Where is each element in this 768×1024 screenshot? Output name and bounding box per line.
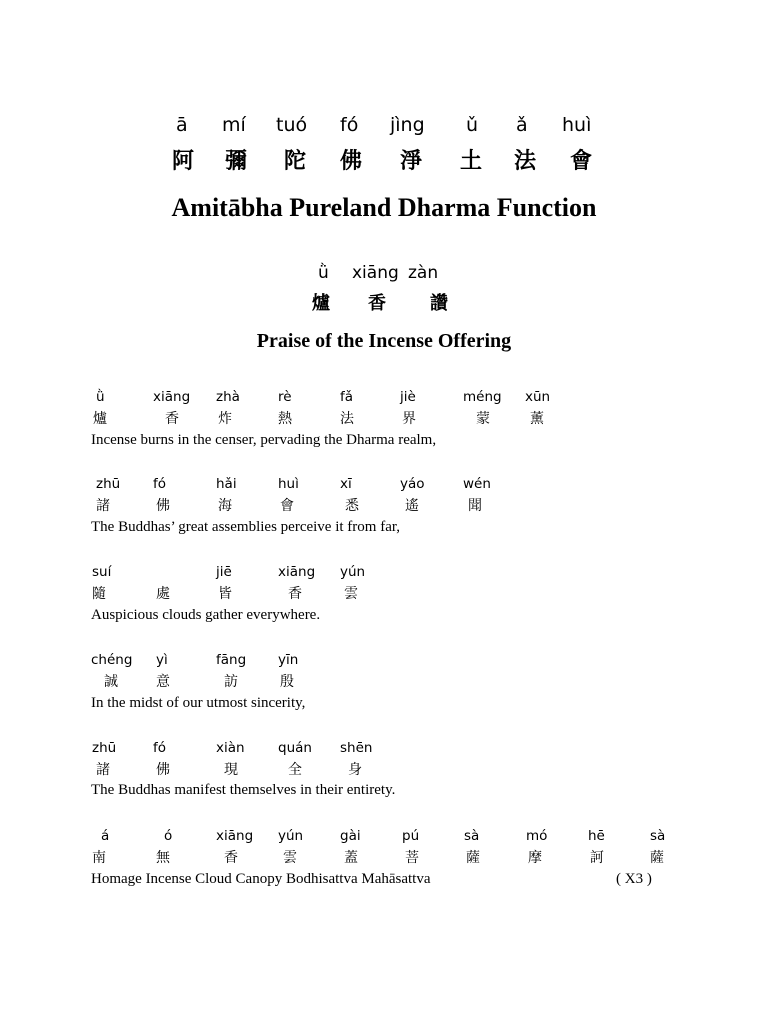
hanzi-char: 香 [288,586,302,602]
hanzi-char: 南 [92,850,106,866]
pinyin-syllable: jiē [216,564,232,580]
hanzi-char: 誠 [104,674,118,690]
hanzi-char: 隨 [92,586,106,602]
pinyin-syllable: ó [164,828,173,844]
section-title: Praise of the Incense Offering [256,330,512,352]
hanzi-char: 佛 [156,762,170,778]
hanzi-char: 佛 [340,148,363,174]
pinyin-syllable: chéng [91,652,133,668]
hanzi-char: 香 [165,411,179,427]
hanzi-char: 摩 [528,850,542,866]
hanzi-char: 淨 [400,148,423,174]
pinyin-syllable: sà [650,828,666,844]
pinyin-syllable: yáo [400,476,425,492]
hanzi-char: 法 [340,411,354,427]
hanzi-char: 薩 [466,850,480,866]
pinyin-syllable: mí [222,114,246,136]
hanzi-char: 皆 [218,586,232,602]
hanzi-char: 讚 [430,293,448,314]
pinyin-syllable: fǎ [340,389,354,405]
pinyin-syllable: zàn [408,263,439,283]
pinyin-syllable: suí [92,564,112,580]
hanzi-char: 身 [348,762,362,778]
pinyin-syllable: hǎi [216,476,237,492]
hanzi-char: 薰 [530,411,544,427]
hanzi-char: 全 [288,762,302,778]
pinyin-syllable: zhū [96,476,121,492]
hanzi-char: 遙 [405,498,419,514]
pinyin-syllable: jiè [400,389,416,405]
hanzi-char: 薩 [650,850,664,866]
hanzi-char: 香 [224,850,238,866]
pinyin-syllable: zhū [92,740,117,756]
pinyin-syllable: xūn [525,389,551,405]
hanzi-char: 會 [570,148,593,174]
pinyin-syllable: xiàn [216,740,245,756]
pinyin-syllable: ǎ [516,114,528,136]
hanzi-char: 雲 [283,850,297,866]
pinyin-syllable: jìng [390,114,425,136]
hanzi-char: 炸 [218,411,232,427]
pinyin-syllable: yīn [278,652,299,668]
pinyin-syllable: ǜ [318,263,329,283]
hanzi-char: 諸 [96,498,110,514]
pinyin-syllable: xiāng [216,828,254,844]
pinyin-syllable: fó [340,114,359,136]
pinyin-syllable: yún [340,564,366,580]
pinyin-syllable: xiāng [278,564,316,580]
hanzi-char: 現 [224,762,238,778]
pinyin-syllable: fó [153,476,167,492]
hanzi-char: 阿 [172,148,195,174]
verse-translation: Incense burns in the censer, pervading the Dharma realm, [91,432,437,448]
hanzi-char: 無 [156,850,170,866]
pinyin-syllable: quán [278,740,312,756]
verse-translation: Auspicious clouds gather everywhere. [91,607,321,623]
pinyin-syllable: rè [278,389,292,405]
pinyin-syllable: gài [340,828,361,844]
hanzi-char: 訶 [590,850,604,866]
hanzi-char: 彌 [225,148,248,174]
pinyin-syllable: wén [463,476,491,492]
hanzi-char: 殷 [280,674,294,690]
hanzi-char: 意 [156,674,170,690]
hanzi-char: 雲 [344,586,358,602]
pinyin-syllable: yún [278,828,304,844]
hanzi-char: 爐 [312,293,330,314]
hanzi-char: 土 [460,148,483,174]
pinyin-syllable: sà [464,828,480,844]
repeat-marker: ( X3 ) [616,871,652,887]
pinyin-syllable: xiāng [352,263,399,283]
hanzi-char: 爐 [93,411,107,427]
hanzi-char: 熱 [278,411,292,427]
hanzi-char: 訪 [224,674,238,690]
pinyin-syllable: á [101,828,110,844]
pinyin-syllable: xiāng [153,389,191,405]
verse-translation: The Buddhas’ great assemblies perceive it from far, [91,519,401,535]
pinyin-syllable: ǔ [466,114,479,136]
pinyin-syllable: pú [402,828,420,844]
pinyin-syllable: huì [562,114,592,136]
pinyin-syllable: ǜ [96,389,105,405]
pinyin-syllable: hē [588,828,605,844]
verse-translation: The Buddhas manifest themselves in their entirety. [91,782,396,798]
hanzi-char: 陀 [284,148,307,174]
pinyin-syllable: yì [156,652,168,668]
pinyin-syllable: xī [340,476,352,492]
verse-translation: In the midst of our utmost sincerity, [91,695,306,711]
hanzi-char: 聞 [468,498,482,514]
hanzi-char: 悉 [345,498,359,514]
hanzi-char: 界 [402,411,416,427]
pinyin-syllable: zhà [216,389,240,405]
hanzi-char: 處 [156,586,170,602]
verse-translation: Homage Incense Cloud Canopy Bodhisattva Mahāsattva [91,871,431,887]
pinyin-syllable: mó [526,828,548,844]
hanzi-char: 蓋 [344,850,358,866]
hanzi-char: 蒙 [476,411,490,427]
hanzi-char: 海 [218,498,232,514]
hanzi-char: 法 [514,148,537,174]
hanzi-char: 諸 [96,762,110,778]
hanzi-char: 香 [368,293,386,314]
page-title: Amitābha Pureland Dharma Function [171,193,597,222]
hanzi-char: 菩 [405,850,419,866]
pinyin-syllable: méng [463,389,502,405]
pinyin-syllable: fó [153,740,167,756]
pinyin-syllable: ā [176,114,188,136]
pinyin-syllable: huì [278,476,299,492]
hanzi-char: 會 [280,498,294,514]
pinyin-syllable: tuó [276,114,308,136]
pinyin-syllable: fāng [216,652,247,668]
pinyin-syllable: shēn [340,740,373,756]
hanzi-char: 佛 [156,498,170,514]
